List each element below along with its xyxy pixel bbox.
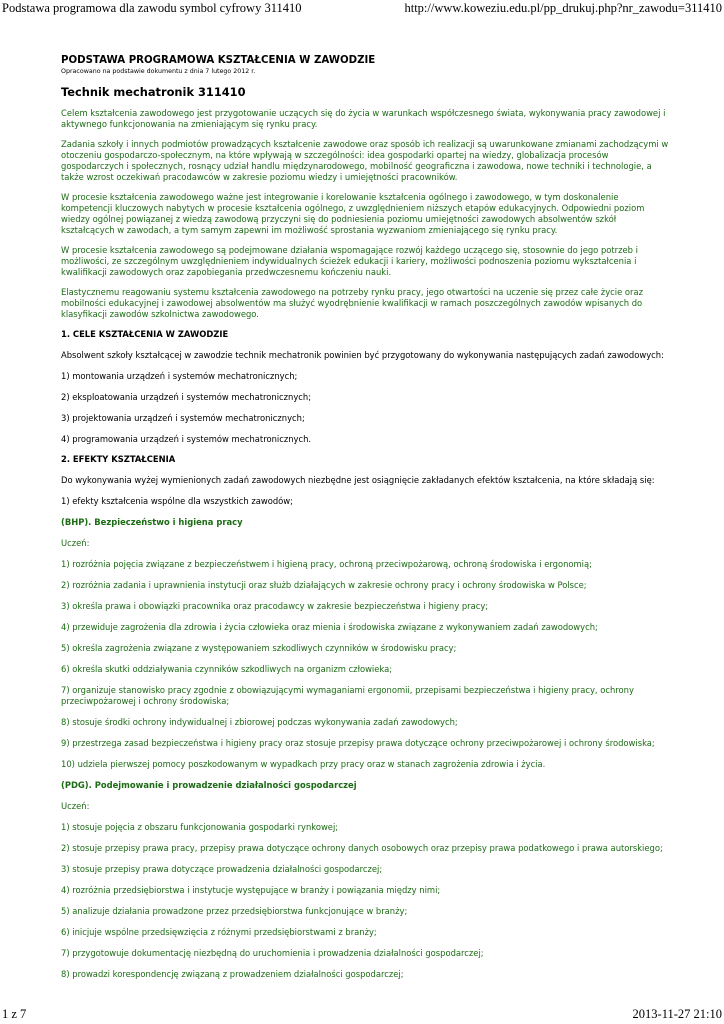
document-content bbox=[61, 55, 671, 980]
outcome-item: 2) rozróżnia zadania i uprawnienia instytucji oraz służb działających w zakresie ochrony pracy i ochrony środowiska w Polsce; bbox=[61, 580, 587, 590]
outcome-item: 3) stosuje przepisy prawa dotyczące prowadzenia działalności gospodarczej; bbox=[61, 864, 383, 874]
task-item: 2) eksploatowania urządzeń i systemów mechatronicznych; bbox=[61, 392, 312, 402]
section-lead: Absolwent szkoły kształcącej w zawodzie technik mechatronik powinien być przygotowany do wykonywania następujących zadań zawodowych: bbox=[61, 350, 664, 360]
section-heading: 2. EFEKTY KSZTAŁCENIA bbox=[61, 454, 176, 464]
intro-paragraph: W procesie kształcenia zawodowego są podejmowane działania wspomagające rozwój każdego uczącego się, stosownie do jego potrzeb i możliwości, ze szczególnym uwzględnieniem indywidualnych ścieżek edukacji i kariery, możliwości podnoszenia poziomu wykształcenia i kwalifikacji zawodowych oraz zapobiegania przedwczesnemu kończeniu nauki. bbox=[61, 245, 638, 277]
outcome-item: 1) stosuje pojęcia z obszaru funkcjonowania gospodarki rynkowej; bbox=[61, 822, 339, 832]
outcome-item: 10) udziela pierwszej pomocy poszkodowanym w wypadkach przy pracy oraz w stanach zagrożenia zdrowia i życia. bbox=[61, 759, 546, 769]
document-subtitle: Opracowano na podstawie dokumentu z dnia 7 lutego 2012 r. bbox=[61, 68, 256, 75]
task-item: 1) montowania urządzeń i systemów mechatronicznych; bbox=[61, 371, 298, 381]
document-title: PODSTAWA PROGRAMOWA KSZTAŁCENIA W ZAWODZIE bbox=[61, 55, 376, 66]
outcome-item: 4) rozróżnia przedsiębiorstwa i instytucje występujące w branży i powiązania między nimi; bbox=[61, 885, 441, 895]
outcome-item: 2) stosuje przepisy prawa pracy, przepisy prawa dotyczące ochrony danych osobowych oraz przepisy prawa podatkowego i prawa autorskiego; bbox=[61, 843, 663, 853]
section-sublead: 1) efekty kształcenia wspólne dla wszystkich zawodów; bbox=[61, 496, 293, 506]
intro-paragraph: Celem kształcenia zawodowego jest przygotowanie uczących się do życia w warunkach współczesnego świata, wykonywania pracy zawodowej i aktywnego funkcjonowania na zmieniającym się rynku pracy. bbox=[61, 108, 666, 129]
outcome-item: 8) prowadzi korespondencję związaną z prowadzeniem działalności gospodarczej; bbox=[61, 969, 404, 979]
task-item: 3) projektowania urządzeń i systemów mechatronicznych; bbox=[61, 413, 305, 423]
profession-title: Technik mechatronik 311410 bbox=[61, 85, 246, 99]
print-footer bbox=[0, 1006, 724, 1024]
intro-paragraph: W procesie kształcenia zawodowego ważne jest integrowanie i korelowanie kształcenia ogólnego i zawodowego, w tym doskonalenie kompetencji kluczowych nabytych w procesie kształcenia ogólnego, z uwzględnieniem niższych etapów edukacyjnych. Odpowiedni poziom wiedzy ogólnej powiązanej z wiedzą zawodową przyczyni się do podniesienia poziomu umiejętności zawodowych absolwentów szkół kształcących w zawodach, a tym samym zapewni im możliwość sprostania wyzwaniom zmieniającego się rynku pracy. bbox=[61, 192, 645, 235]
outcome-item: 7) organizuje stanowisko pracy zgodnie z obowiązującymi wymaganiami ergonomii, przepisami bezpieczeństwa i higieny pracy, ochrony przeciwpożarowej i ochrony środowiska; bbox=[61, 685, 634, 706]
task-item: 4) programowania urządzeń i systemów mechatronicznych. bbox=[61, 434, 312, 444]
outcome-item: 6) inicjuje wspólne przedsięwzięcia z różnymi przedsiębiorstwami z branży; bbox=[61, 927, 377, 937]
student-label: Uczeń: bbox=[61, 538, 90, 548]
outcome-item: 3) określa prawa i obowiązki pracownika oraz pracodawcy w zakresie bezpieczeństwa i higieny pracy; bbox=[61, 601, 489, 611]
outcome-item: 5) analizuje działania prowadzone przez przedsiębiorstwa funkcjonujące w branży; bbox=[61, 906, 408, 916]
outcome-item: 5) określa zagrożenia związane z występowaniem szkodliwych czynników w środowisku pracy; bbox=[61, 643, 457, 653]
intro-paragraph: Zadania szkoły i innych podmiotów prowadzących kształcenie zawodowe oraz sposób ich realizacji są uwarunkowane zmianami zachodzącymi w otoczeniu gospodarczo-społecznym, na które wpływają w szczególności: idea gospodarki opartej na wiedzy, globalizacja procesów gospodarczych i społecznych, rosnący udział handlu międzynarodowego, mobilność geograficzna i zawodowa, nowe techniki i technologie, a także wzrost oczekiwań pracodawców w zakresie poziomu wiedzy i umiejętności pracowników. bbox=[61, 139, 669, 182]
print-header bbox=[0, 0, 724, 18]
page-number: 1 z 7 bbox=[2, 1007, 27, 1021]
student-label: Uczeń: bbox=[61, 801, 90, 811]
subsection-heading-pdg: (PDG). Podejmowanie i prowadzenie działalności gospodarczej bbox=[61, 780, 357, 790]
print-timestamp: 2013-11-27 21:10 bbox=[632, 1007, 722, 1021]
subsection-heading-bhp: (BHP). Bezpieczeństwo i higiena pracy bbox=[61, 517, 243, 527]
outcome-item: 8) stosuje środki ochrony indywidualnej i zbiorowej podczas wykonywania zadań zawodowych; bbox=[61, 717, 458, 727]
outcome-item: 9) przestrzega zasad bezpieczeństwa i higieny pracy oraz stosuje przepisy prawa dotyczące ochrony przeciwpożarowej i ochrony środowiska; bbox=[61, 738, 655, 748]
outcome-item: 6) określa skutki oddziaływania czynników szkodliwych na organizm człowieka; bbox=[61, 664, 393, 674]
outcome-item: 7) przygotowuje dokumentację niezbędną do uruchomienia i prowadzenia działalności gospodarczej; bbox=[61, 948, 484, 958]
outcome-item: 1) rozróżnia pojęcia związane z bezpieczeństwem i higieną pracy, ochroną przeciwpożarową, ochroną środowiska i ergonomią; bbox=[61, 559, 592, 569]
intro-paragraph: Elastycznemu reagowaniu systemu kształcenia zawodowego na potrzeby rynku pracy, jego otwartości na uczenie się przez całe życie oraz mobilności edukacyjnej i zawodowej absolwentów ma służyć wyodrębnienie kwalifikacji w ramach poszczególnych zawodów wpisanych do klasyfikacji zawodów szkolnictwa zawodowego. bbox=[61, 287, 643, 319]
section-heading: 1. CELE KSZTAŁCENIA W ZAWODZIE bbox=[61, 329, 229, 339]
section-lead: Do wykonywania wyżej wymienionych zadań zawodowych niezbędne jest osiągnięcie zakładanych efektów kształcenia, na które składają się: bbox=[61, 475, 655, 485]
outcome-item: 4) przewiduje zagrożenia dla zdrowia i życia człowieka oraz mienia i środowiska związane z wykonywaniem zadań zawodowych; bbox=[61, 622, 598, 632]
print-header-title: Podstawa programowa dla zawodu symbol cyfrowy 311410 bbox=[2, 1, 302, 15]
print-header-url[interactable]: http://www.koweziu.edu.pl/pp_drukuj.php?nr_zawodu=311410 bbox=[404, 1, 722, 15]
